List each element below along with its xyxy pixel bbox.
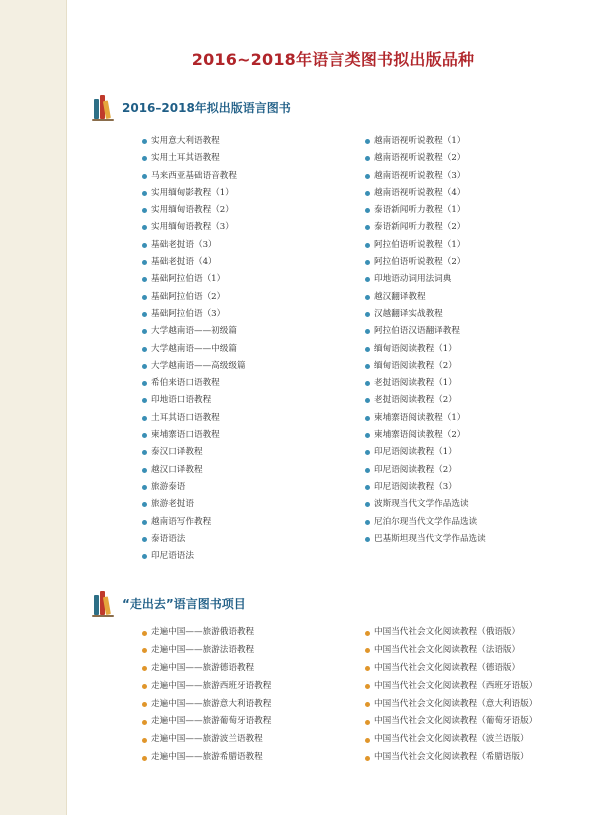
list-item bbox=[142, 150, 246, 167]
book-title: 中国当代社会文化阅读教程（德语版） bbox=[374, 662, 521, 673]
section-title: 2016–2018年拟出版语言图书 bbox=[122, 101, 291, 115]
book-title: 印尼语阅读教程（3） bbox=[374, 481, 457, 492]
list-item bbox=[142, 341, 246, 358]
book-title: 越南语视听说教程（4） bbox=[374, 187, 466, 198]
list-item bbox=[142, 642, 271, 660]
book-title: 走遍中国——旅游希腊语教程 bbox=[151, 752, 263, 763]
book-title: 大学越南语——中级篇 bbox=[151, 343, 237, 354]
book-title: 实用缅甸语教程（2） bbox=[151, 205, 234, 216]
dot-bullet-icon bbox=[142, 485, 147, 490]
list-item bbox=[142, 133, 246, 150]
book-title: 基础阿拉伯语（1） bbox=[151, 274, 226, 285]
book-title: 中国当代社会文化阅读教程（西班牙语版） bbox=[374, 680, 538, 691]
book-title: 中国当代社会文化阅读教程（俄语版） bbox=[374, 627, 521, 637]
list-item bbox=[142, 444, 246, 461]
dot-bullet-icon bbox=[142, 554, 147, 559]
book-title: 基础阿拉伯语（3） bbox=[151, 308, 226, 319]
dot-bullet-icon bbox=[142, 756, 147, 761]
list-item bbox=[365, 696, 537, 714]
book-title: 越南语视听说教程（2） bbox=[374, 153, 466, 164]
list-item bbox=[142, 462, 246, 479]
list-item bbox=[142, 289, 246, 306]
list-item bbox=[142, 306, 246, 323]
book-title: 走遍中国——旅游西班牙语教程 bbox=[151, 680, 272, 691]
dot-bullet-icon bbox=[142, 702, 147, 707]
book-title: 走遍中国——旅游意大利语教程 bbox=[151, 698, 272, 709]
list-item bbox=[142, 496, 246, 513]
dot-bullet-icon bbox=[365, 277, 370, 282]
list-item bbox=[142, 237, 246, 254]
book-list-left bbox=[142, 133, 246, 565]
book-title: 越汉翻译教程 bbox=[374, 291, 426, 302]
list-item bbox=[365, 624, 537, 642]
section-title: “走出去”语言图书项目 bbox=[122, 597, 246, 611]
dot-bullet-icon bbox=[365, 702, 370, 707]
book-title: 基础阿拉伯语（2） bbox=[151, 291, 226, 302]
dot-bullet-icon bbox=[142, 347, 147, 352]
dot-bullet-icon bbox=[142, 502, 147, 507]
book-title: 柬埔寨语口语教程 bbox=[151, 430, 220, 441]
list-item bbox=[365, 289, 486, 306]
list-item bbox=[142, 749, 271, 767]
book-title: 走遍中国——旅游波兰语教程 bbox=[151, 734, 263, 745]
list-item bbox=[365, 427, 486, 444]
dot-bullet-icon bbox=[365, 756, 370, 761]
book-title: 老挝语阅读教程（1） bbox=[374, 378, 457, 389]
list-item bbox=[365, 375, 486, 392]
dot-bullet-icon bbox=[365, 156, 370, 161]
dot-bullet-icon bbox=[142, 738, 147, 743]
books-icon bbox=[92, 95, 114, 119]
list-item bbox=[142, 479, 246, 496]
book-title: 马来西亚基础语音教程 bbox=[151, 170, 237, 181]
dot-bullet-icon bbox=[365, 450, 370, 455]
list-item bbox=[142, 202, 246, 219]
dot-bullet-icon bbox=[365, 520, 370, 525]
dot-bullet-icon bbox=[142, 260, 147, 265]
list-item bbox=[142, 185, 246, 202]
book-title: 实用土耳其语教程 bbox=[151, 153, 220, 164]
dot-bullet-icon bbox=[365, 485, 370, 490]
book-title: 印地语动词用法词典 bbox=[374, 274, 452, 285]
dot-bullet-icon bbox=[365, 364, 370, 369]
list-item bbox=[142, 323, 246, 340]
dot-bullet-icon bbox=[365, 191, 370, 196]
list-item bbox=[142, 168, 246, 185]
book-title: 阿拉伯语听说教程（1） bbox=[374, 239, 466, 250]
dot-bullet-icon bbox=[365, 295, 370, 300]
dot-bullet-icon bbox=[365, 738, 370, 743]
list-item bbox=[142, 678, 271, 696]
list-item bbox=[142, 392, 246, 409]
list-item bbox=[142, 624, 271, 642]
dot-bullet-icon bbox=[365, 225, 370, 230]
book-title: 旅游泰语 bbox=[151, 481, 186, 492]
book-title: 缅甸语阅读教程（1） bbox=[374, 343, 457, 354]
book-title: 尼泊尔现当代文学作品选读 bbox=[374, 516, 478, 527]
dot-bullet-icon bbox=[365, 260, 370, 265]
dot-bullet-icon bbox=[365, 720, 370, 725]
dot-bullet-icon bbox=[365, 433, 370, 438]
list-item bbox=[142, 713, 271, 731]
list-item bbox=[142, 410, 246, 427]
book-title: 越南语视听说教程（3） bbox=[374, 170, 466, 181]
book-title: 泰语语法 bbox=[151, 533, 186, 544]
list-item bbox=[142, 271, 246, 288]
book-title: 泰语新闻听力教程（2） bbox=[374, 222, 466, 233]
dot-bullet-icon bbox=[142, 450, 147, 455]
dot-bullet-icon bbox=[365, 416, 370, 421]
dot-bullet-icon bbox=[142, 433, 147, 438]
book-list-right bbox=[365, 133, 486, 548]
dot-bullet-icon bbox=[142, 295, 147, 300]
book-title: 印地语口语教程 bbox=[151, 395, 212, 406]
list-item bbox=[365, 444, 486, 461]
book-title: 中国当代社会文化阅读教程（法语版） bbox=[374, 644, 521, 655]
list-item bbox=[142, 548, 246, 565]
list-item bbox=[365, 410, 486, 427]
list-item bbox=[142, 731, 271, 749]
list-item bbox=[365, 531, 486, 548]
list-item bbox=[365, 496, 486, 513]
dot-bullet-icon bbox=[365, 631, 370, 636]
dot-bullet-icon bbox=[142, 191, 147, 196]
list-item bbox=[365, 202, 486, 219]
book-title: 波斯现当代文学作品选读 bbox=[374, 499, 469, 510]
dot-bullet-icon bbox=[365, 174, 370, 179]
book-title: 走遍中国——旅游葡萄牙语教程 bbox=[151, 716, 272, 727]
book-title: 越南语写作教程 bbox=[151, 516, 212, 527]
list-item bbox=[365, 219, 486, 236]
dot-bullet-icon bbox=[365, 347, 370, 352]
list-item bbox=[365, 237, 486, 254]
book-title: 大学越南语——高级级篇 bbox=[151, 360, 246, 371]
dot-bullet-icon bbox=[142, 720, 147, 725]
dot-bullet-icon bbox=[365, 139, 370, 144]
book-list-left bbox=[142, 624, 271, 767]
page-side-band bbox=[0, 0, 67, 815]
dot-bullet-icon bbox=[142, 648, 147, 653]
list-item bbox=[365, 749, 537, 767]
book-title: 中国当代社会文化阅读教程（希腊语版） bbox=[374, 752, 529, 763]
list-item bbox=[365, 306, 486, 323]
dot-bullet-icon bbox=[365, 243, 370, 248]
list-item bbox=[365, 678, 537, 696]
dot-bullet-icon bbox=[142, 684, 147, 689]
dot-bullet-icon bbox=[142, 139, 147, 144]
dot-bullet-icon bbox=[142, 174, 147, 179]
dot-bullet-icon bbox=[142, 398, 147, 403]
book-title: 柬埔寨语阅读教程（2） bbox=[374, 430, 466, 441]
list-item bbox=[142, 219, 246, 236]
dot-bullet-icon bbox=[142, 666, 147, 671]
dot-bullet-icon bbox=[142, 537, 147, 542]
list-item bbox=[365, 185, 486, 202]
dot-bullet-icon bbox=[142, 520, 147, 525]
dot-bullet-icon bbox=[142, 225, 147, 230]
dot-bullet-icon bbox=[365, 398, 370, 403]
dot-bullet-icon bbox=[142, 416, 147, 421]
dot-bullet-icon bbox=[142, 243, 147, 248]
list-item bbox=[365, 323, 486, 340]
dot-bullet-icon bbox=[365, 468, 370, 473]
book-title: 阿拉伯语汉语翻译教程 bbox=[374, 326, 460, 337]
dot-bullet-icon bbox=[365, 208, 370, 213]
list-item bbox=[365, 642, 537, 660]
list-item bbox=[142, 375, 246, 392]
list-item bbox=[365, 341, 486, 358]
book-title: 实用缅甸影教程（1） bbox=[151, 187, 234, 198]
books-icon bbox=[92, 591, 114, 615]
book-title: 老挝语阅读教程（2） bbox=[374, 395, 457, 406]
book-title: 大学越南语——初级篇 bbox=[151, 326, 237, 337]
list-item bbox=[142, 660, 271, 678]
dot-bullet-icon bbox=[365, 684, 370, 689]
dot-bullet-icon bbox=[365, 381, 370, 386]
dot-bullet-icon bbox=[365, 502, 370, 507]
book-title: 泰汉口译教程 bbox=[151, 447, 203, 458]
list-item bbox=[142, 254, 246, 271]
book-title: 泰语新闻听力教程（1） bbox=[374, 205, 466, 216]
list-item bbox=[365, 271, 486, 288]
list-item bbox=[365, 392, 486, 409]
book-title: 越南语视听说教程（1） bbox=[374, 136, 466, 146]
book-title: 实用缅甸语教程（3） bbox=[151, 222, 234, 233]
dot-bullet-icon bbox=[142, 329, 147, 334]
book-title: 走遍中国——旅游俄语教程 bbox=[151, 627, 255, 637]
list-item bbox=[365, 479, 486, 496]
book-title: 巴基斯坦现当代文学作品选读 bbox=[374, 533, 486, 544]
dot-bullet-icon bbox=[142, 277, 147, 282]
list-item bbox=[365, 731, 537, 749]
list-item bbox=[365, 133, 486, 150]
dot-bullet-icon bbox=[365, 648, 370, 653]
book-title: 印尼语阅读教程（2） bbox=[374, 464, 457, 475]
dot-bullet-icon bbox=[142, 312, 147, 317]
book-title: 柬埔寨语阅读教程（1） bbox=[374, 412, 466, 423]
page-title: 2016~2018年语言类图书拟出版品种 bbox=[191, 50, 475, 69]
list-item bbox=[142, 427, 246, 444]
list-item bbox=[365, 462, 486, 479]
list-item bbox=[142, 514, 246, 531]
book-title: 印尼语语法 bbox=[151, 551, 194, 562]
book-title: 汉越翻译实战教程 bbox=[374, 308, 443, 319]
list-item bbox=[365, 713, 537, 731]
book-title: 中国当代社会文化阅读教程（意大利语版） bbox=[374, 698, 538, 709]
dot-bullet-icon bbox=[142, 468, 147, 473]
list-item bbox=[142, 531, 246, 548]
book-title: 基础老挝语（3） bbox=[151, 239, 217, 250]
book-title: 基础老挝语（4） bbox=[151, 257, 217, 268]
book-title: 希伯来语口语教程 bbox=[151, 378, 220, 389]
book-title: 阿拉伯语听说教程（2） bbox=[374, 257, 466, 268]
list-item bbox=[365, 660, 537, 678]
list-item bbox=[142, 696, 271, 714]
list-item bbox=[365, 168, 486, 185]
book-title: 印尼语阅读教程（1） bbox=[374, 447, 457, 458]
dot-bullet-icon bbox=[142, 631, 147, 636]
dot-bullet-icon bbox=[365, 666, 370, 671]
book-title: 实用意大利语教程 bbox=[151, 136, 220, 146]
dot-bullet-icon bbox=[365, 329, 370, 334]
book-title: 中国当代社会文化阅读教程（葡萄牙语版） bbox=[374, 716, 538, 727]
book-title: 缅甸语阅读教程（2） bbox=[374, 360, 457, 371]
book-title: 旅游老挝语 bbox=[151, 499, 194, 510]
list-item bbox=[365, 514, 486, 531]
list-item bbox=[365, 254, 486, 271]
list-item bbox=[142, 358, 246, 375]
book-title: 走遍中国——旅游法语教程 bbox=[151, 644, 255, 655]
dot-bullet-icon bbox=[142, 364, 147, 369]
book-title: 走遍中国——旅游德语教程 bbox=[151, 662, 255, 673]
book-list-right bbox=[365, 624, 537, 767]
book-title: 越汉口译教程 bbox=[151, 464, 203, 475]
list-item bbox=[365, 358, 486, 375]
dot-bullet-icon bbox=[142, 208, 147, 213]
dot-bullet-icon bbox=[142, 156, 147, 161]
book-title: 中国当代社会文化阅读教程（波兰语版） bbox=[374, 734, 529, 745]
book-title: 土耳其语口语教程 bbox=[151, 412, 220, 423]
dot-bullet-icon bbox=[365, 537, 370, 542]
dot-bullet-icon bbox=[142, 381, 147, 386]
dot-bullet-icon bbox=[365, 312, 370, 317]
list-item bbox=[365, 150, 486, 167]
